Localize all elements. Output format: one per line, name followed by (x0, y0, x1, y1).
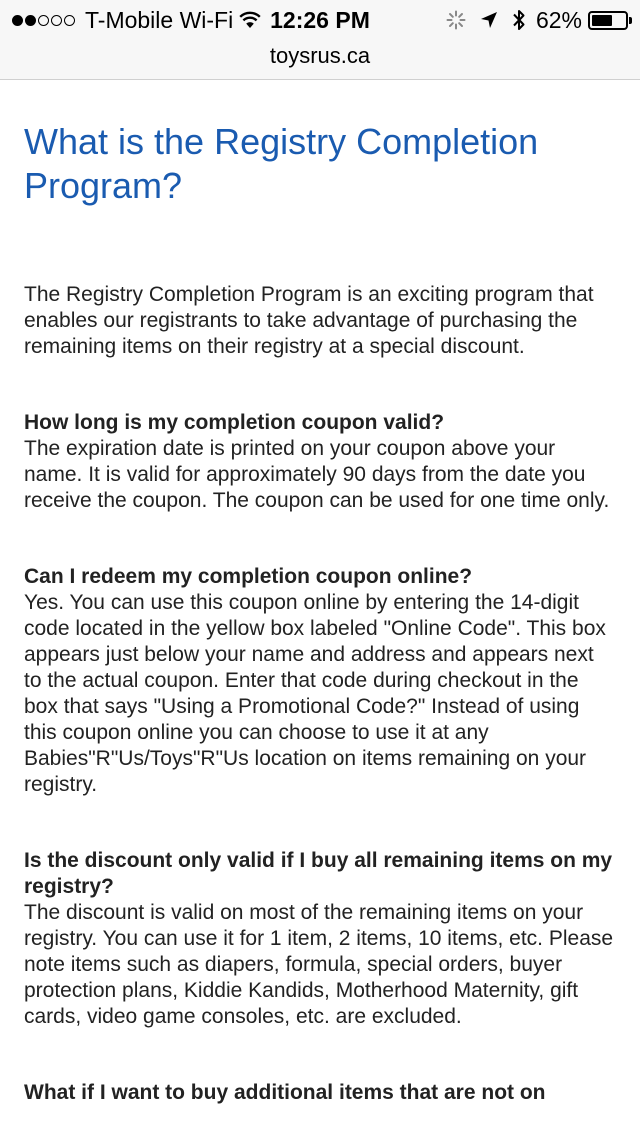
battery-icon (588, 11, 628, 30)
faq-question: Can I redeem my completion coupon online? (24, 565, 473, 588)
faq-question: What if I want to buy additional items that are not on (24, 1081, 546, 1104)
faq-question: Is the discount only valid if I buy all remaining items on my registry? (24, 849, 613, 898)
faq-answer: The discount is valid on most of the remaining items on your registry. You can use it for 1 item, 2 items, 10 items, etc. Please note items such as diapers, formula, special orders, buyer protection plans, Kiddie Kandids, Motherhood Maternity, gift cards, video game consoles, etc. are excluded. (24, 901, 614, 1028)
faq-answer: Yes. You can use this coupon online by entering the 14-digit code located in the yellow box labeled "Online Code". This box appears just below your name and address and appears next to the actual coupon. Enter that code during checkout in the box that says "Using a Promotional Code?" Instead of using this coupon online you can choose to use it at any Babies"R"Us/Toys"R"Us location on items remaining on your registry. (24, 591, 606, 796)
status-bar (0, 0, 640, 40)
status-time: 12:26 PM (270, 7, 370, 33)
faq-item (24, 848, 616, 1030)
location-arrow-icon (480, 11, 498, 29)
activity-spinner-icon (446, 10, 466, 30)
browser-url-bar[interactable] (0, 40, 640, 80)
faq-answer: The expiration date is printed on your coupon above your name. It is valid for approximately 90 days from the date you receive the coupon. The coupon can be used for one time only. (24, 437, 610, 512)
faq-question: How long is my completion coupon valid? (24, 411, 445, 434)
status-right (432, 6, 628, 34)
url-text[interactable]: toysrus.ca (269, 43, 371, 68)
intro-paragraph: The Registry Completion Program is an exciting program that enables our registrants to take advantage of purchasing the remaining items on their registry at a special discount. (24, 283, 594, 358)
battery-level-fill (592, 15, 612, 26)
faq-item (24, 410, 616, 514)
bluetooth-icon (512, 8, 526, 32)
battery-percent: 62% (535, 6, 582, 33)
page-title: What is the Registry Completion Program? (24, 121, 539, 206)
faq-item (24, 564, 616, 798)
page-content (24, 80, 616, 1106)
faq-item (24, 1080, 616, 1106)
carrier-name: T-Mobile Wi-Fi (85, 6, 234, 33)
